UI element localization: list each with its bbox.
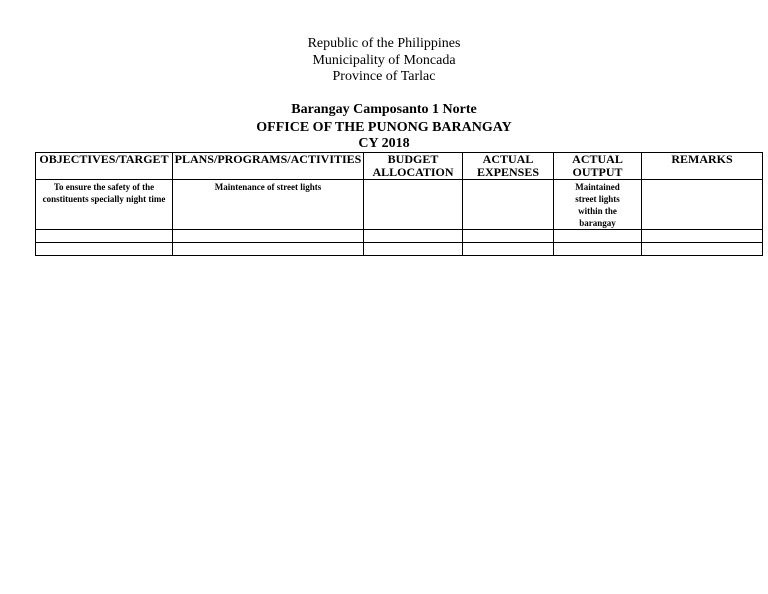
municipality-line: Municipality of Moncada xyxy=(312,53,456,68)
empty-cell xyxy=(364,243,463,256)
cell-objective-text: To ensure the safety of the constituents specially night time xyxy=(42,182,166,204)
table-header-row xyxy=(36,153,763,180)
table-row xyxy=(36,180,763,230)
cell-objective xyxy=(36,180,173,230)
year-title: CY 2018 xyxy=(358,136,410,151)
table-row-empty xyxy=(36,243,763,256)
empty-cell xyxy=(463,243,554,256)
column-header-plans: PLANS/PROGRAMS/ACTIVITIES xyxy=(173,153,364,180)
empty-cell xyxy=(642,243,763,256)
cell-budget xyxy=(364,180,463,230)
empty-cell xyxy=(36,243,173,256)
empty-cell xyxy=(642,230,763,243)
column-header-output: ACTUAL OUTPUT xyxy=(554,153,642,180)
cell-expenses xyxy=(463,180,554,230)
column-header-budget: BUDGET ALLOCATION xyxy=(364,153,463,180)
empty-cell xyxy=(463,230,554,243)
empty-cell xyxy=(364,230,463,243)
column-header-objectives: OBJECTIVES/TARGET xyxy=(36,153,173,180)
empty-cell xyxy=(554,230,642,243)
office-title: OFFICE OF THE PUNONG BARANGAY xyxy=(256,120,512,135)
empty-cell xyxy=(36,230,173,243)
barangay-title: Barangay Camposanto 1 Norte xyxy=(291,102,477,117)
empty-cell xyxy=(554,243,642,256)
table-row-empty xyxy=(36,230,763,243)
cell-remarks xyxy=(642,180,763,230)
empty-cell xyxy=(173,230,364,243)
cell-output xyxy=(554,180,642,230)
province-line: Province of Tarlac xyxy=(332,69,436,84)
republic-line: Republic of the Philippines xyxy=(307,36,461,51)
column-header-expenses: ACTUAL EXPENSES xyxy=(463,153,554,180)
empty-cell xyxy=(173,243,364,256)
plan-table xyxy=(35,152,763,256)
column-header-remarks: REMARKS xyxy=(642,153,763,180)
cell-activity: Maintenance of street lights xyxy=(173,180,364,230)
cell-output-text: Maintained street lights within the barangay xyxy=(575,182,620,228)
